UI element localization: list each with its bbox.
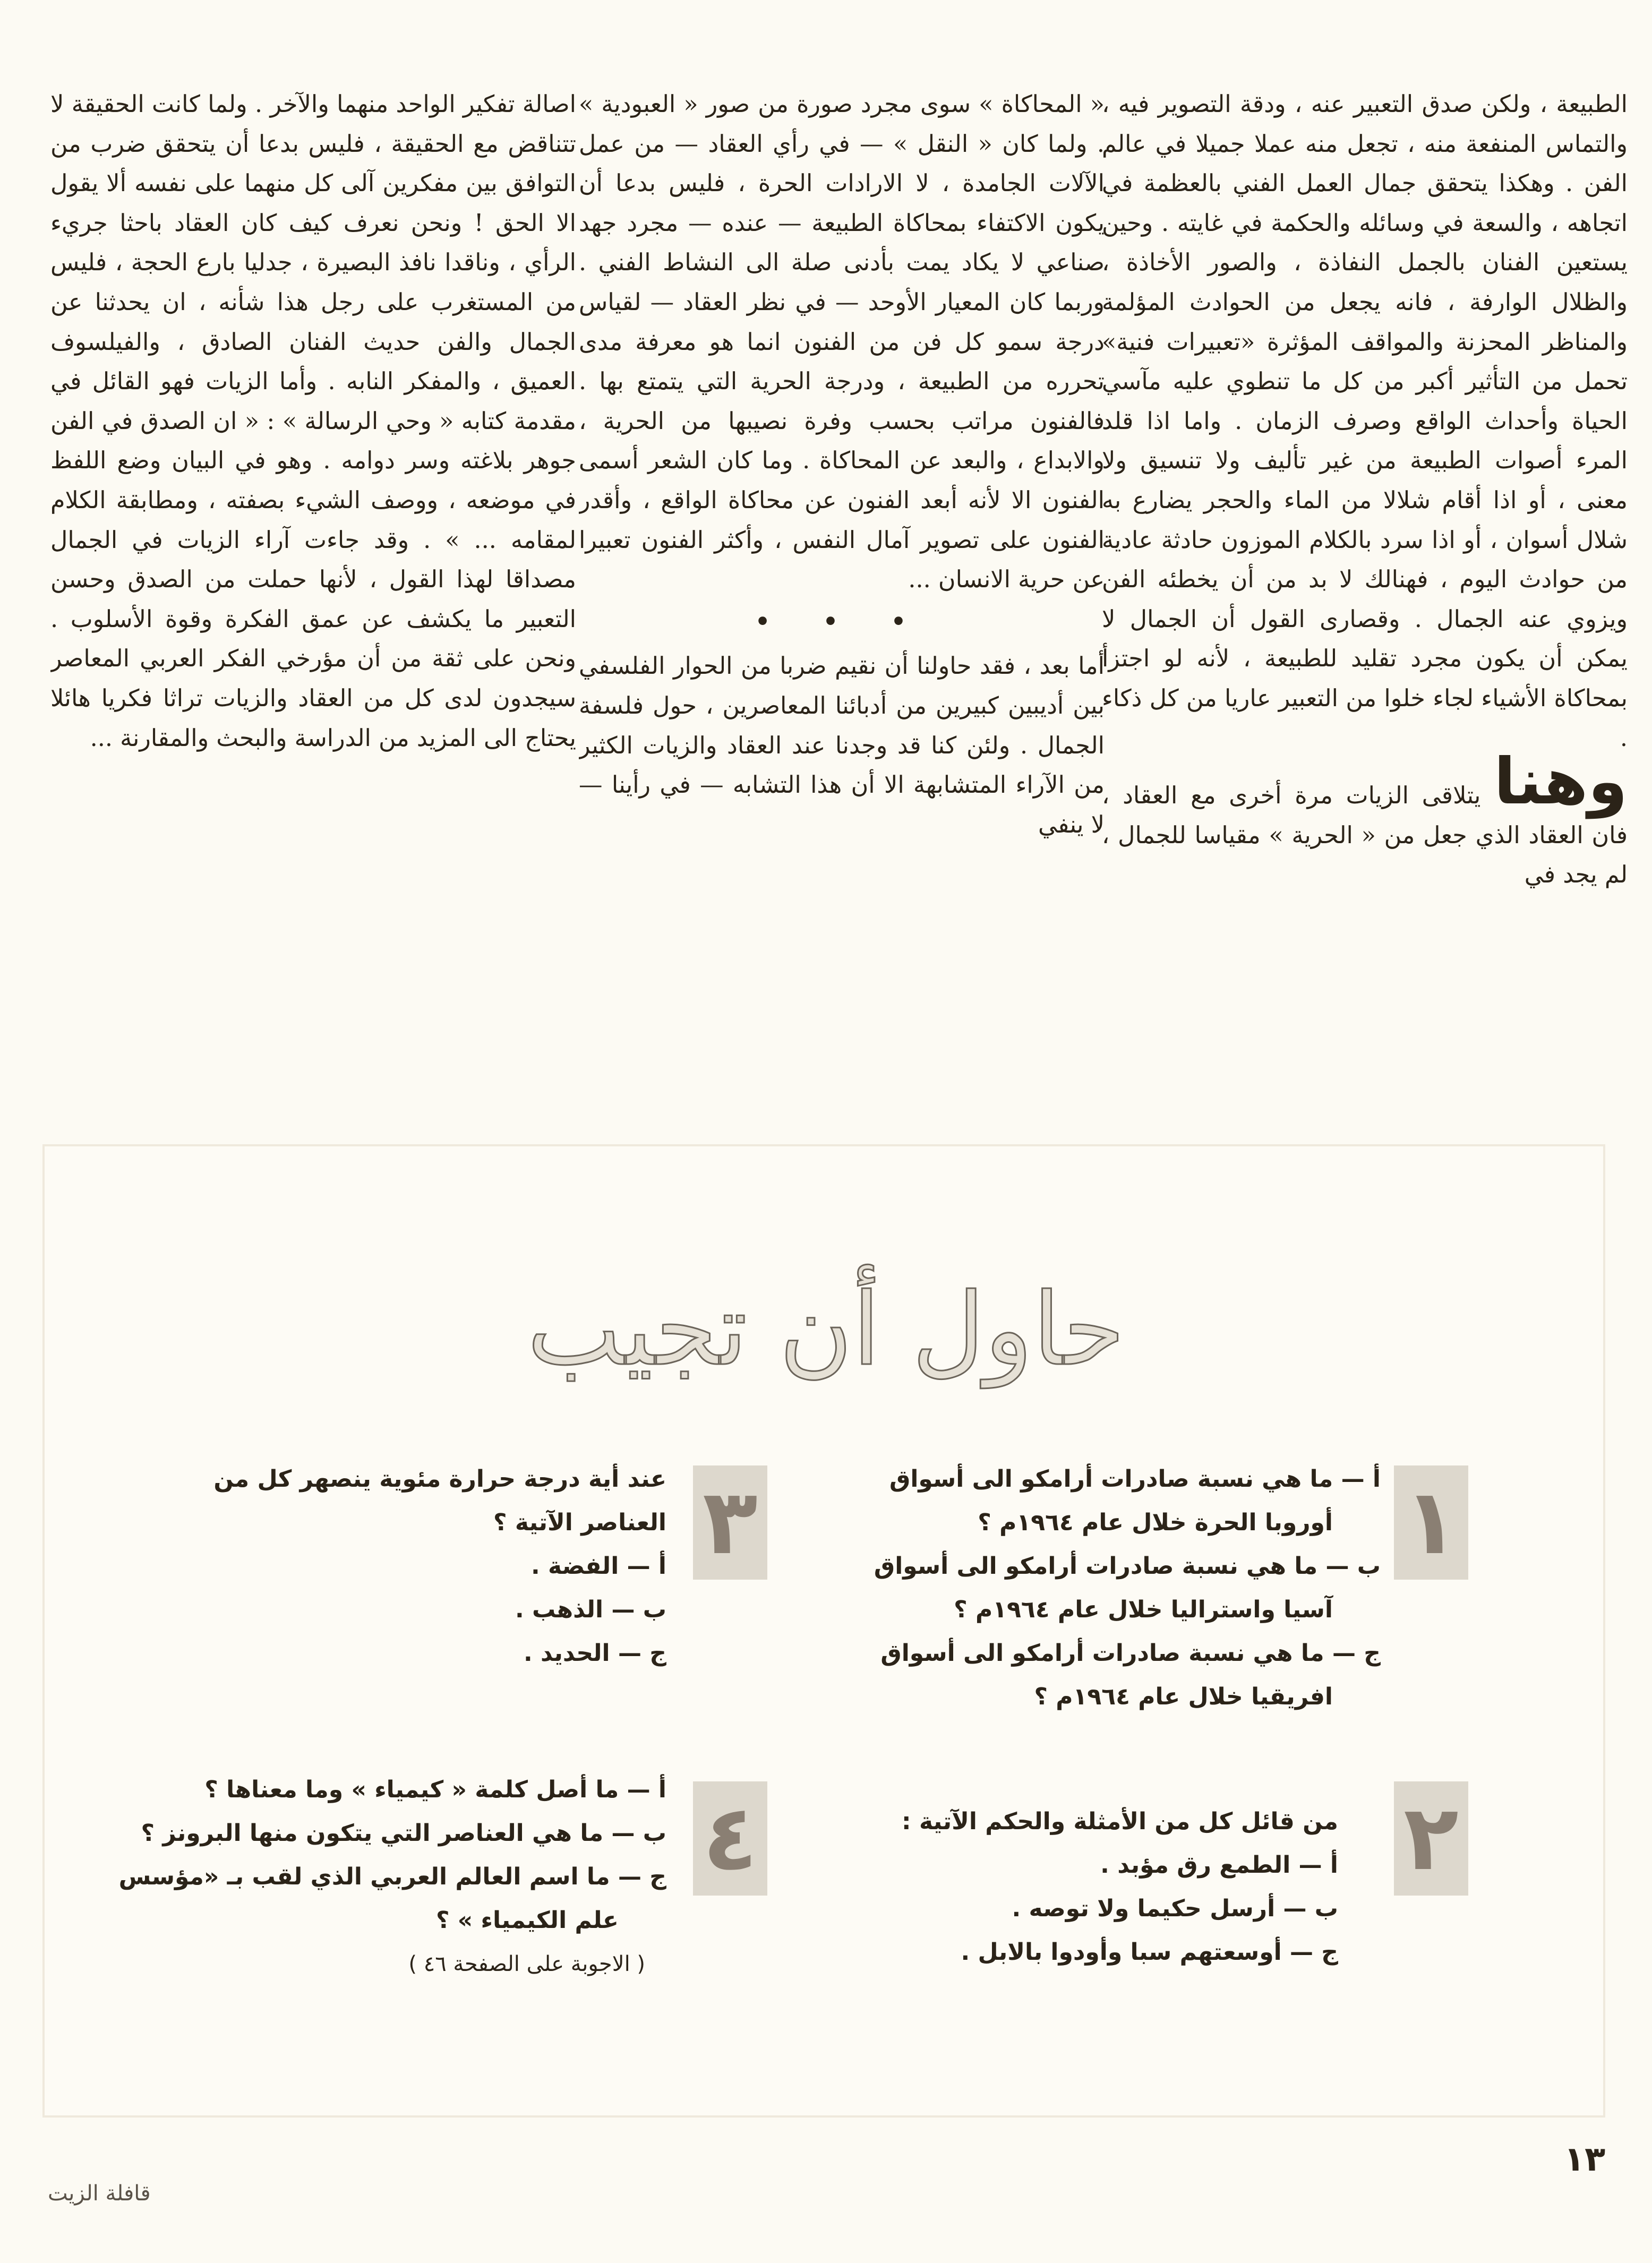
question-3-intro: عند أية درجة حرارة مئوية ينصهر كل من	[213, 1465, 666, 1493]
magazine-name: قافلة الزيت	[48, 2181, 151, 2206]
article-text: يتلاقى الزيات مرة أخرى مع العقاد ، فان العقاد الذي جعل من « الحرية » مقياسا للجمال ، لم يجد في	[1102, 782, 1628, 889]
article-column-2	[579, 85, 1105, 1057]
question-2	[828, 1800, 1338, 1974]
article-column-1	[1102, 85, 1628, 1057]
article-paragraph: أما بعد ، فقد حاولنا أن نقيم ضربا من الحوار الفلسفي بين أديبين كبيرين من أدبائنا المعاصرين ، حول فلسفة الجمال . ولئن كنا قد وجدنا عند العقاد والزيات الكثير من الآراء المتشابهة الا أن هذا التشابه — في رأينا — لا ينفي	[579, 653, 1105, 838]
question-1-a-cont: أوروبا الحرة خلال عام ١٩٦٤م ؟	[978, 1509, 1333, 1536]
answers-reference: ( الاجوبة على الصفحة ٤٦ )	[408, 1952, 645, 1976]
article-column-3	[50, 85, 576, 1057]
question-2-c: ج — أوسعتهم سبا وأودوا بالابل .	[961, 1939, 1338, 1966]
question-number-4: ٤	[693, 1781, 767, 1896]
question-1-c: ج — ما هي نسبة صادرات أرامكو الى أسواق	[880, 1640, 1381, 1667]
article-paragraph	[1102, 745, 1628, 895]
quiz-title: حاول أن تجيب	[527, 1272, 1125, 1388]
question-1-c-cont: افريقيا خلال عام ١٩٦٤م ؟	[1034, 1683, 1333, 1710]
question-3-intro-cont: العناصر الآتية ؟	[493, 1509, 666, 1536]
question-number-1: ١	[1394, 1465, 1468, 1580]
page-number: ١٣	[1564, 2140, 1606, 2179]
question-4-c-cont: علم الكيمياء » ؟	[435, 1907, 619, 1934]
question-number-2: ٢	[1394, 1781, 1468, 1896]
question-4	[118, 1768, 666, 1986]
article-paragraph: الطبيعة ، ولكن صدق التعبير عنه ، ودقة التصوير فيه ، والتماس المنفعة منه ، تجعل منه عملا جميلا في عالم الفن . وهكذا يتحقق جمال العمل الفني بالعظمة في اتجاهه ، والسعة في وسائله والحكمة في غايته . وحين يستعين الفنان بالجمل النفاذة ، والصور الأخاذة ، والظلال الوارفة ، فانه يجعل من الحوادث المؤلمة والمناظر المحزنة والمواقف المؤثرة «تعبيرات فنية» تحمل من التأثير أكبر من كل ما تنطوي عليه مآسي الحياة وأحداث الواقع وصرف الزمان . واما اذا قلد المرء أصوات الطبيعة من غير تأليف ولا تنسيق ولا معنى ، أو اذا أقام شلالا من الماء والحجر يضارع به شلال أسوان ، أو اذا سرد بالكلام الموزون حادثة عادية من حوادث اليوم ، فهنالك لا بد من أن يخطئه الفن ويزوي عنه الجمال . وقصارى القول أن الجمال لا يمكن أن يكون مجرد تقليد للطبيعة ، لأنه لو اجتزأ بمحاكاة الأشياء لجاء خلوا من التعبير عاريا من كل ذكاء .	[1102, 91, 1628, 752]
question-1-a: أ — ما هي نسبة صادرات أرامكو الى أسواق	[889, 1465, 1381, 1493]
section-separator: • • •	[755, 607, 929, 636]
article-paragraph: « المحاكاة » سوى مجرد صورة من صور « العبودية » . ولما كان « النقل » — في رأي العقاد — من عمل الآلات الجامدة ، لا الارادات الحرة ، فليس بدعا أن يكون الاكتفاء بمحاكاة الطبيعة — عنده — مجرد جهد صناعي لا يكاد يمت بأدنى صلة الى النشاط الفني . وربما كان المعيار الأوحد — في نظر العقاد — لقياس درجة سمو كل فن من الفنون انما هو معرفة مدى تحرره من الطبيعة ، ودرجة الحرية التي يتمتع بها . فالفنون مراتب بحسب وفرة نصيبها من الحرية ، والابداع ، والبعد عن المحاكاة . وما كان الشعر أسمى الفنون الا لأنه أبعد الفنون عن محاكاة الواقع ، وأقدر الفنون على تصوير آمال النفس ، وأكثر الفنون تعبيرا عن حرية الانسان ...	[579, 91, 1105, 594]
question-4-c: ج — ما اسم العالم العربي الذي لقب بـ «مؤسس	[118, 1863, 666, 1890]
question-3-b: ب — الذهب .	[515, 1596, 666, 1623]
question-1-b-cont: آسيا واستراليا خلال عام ١٩٦٤م ؟	[954, 1596, 1333, 1623]
question-number-3: ٣	[693, 1465, 767, 1580]
decorative-lead-word: وهنا	[1494, 745, 1628, 819]
question-2-b: ب — أرسل حكيما ولا توصه .	[1012, 1895, 1338, 1922]
question-4-a: أ — ما أصل كلمة « كيمياء » وما معناها ؟	[204, 1776, 666, 1803]
article-paragraph: اصالة تفكير الواحد منهما والآخر . ولما كانت الحقيقة لا تتناقض مع الحقيقة ، فليس بدعا أن يتحقق ضرب من التوافق بين مفكرين آلى كل منهما على نفسه ألا يقول الا الحق ! ونحن نعرف كيف كان العقاد باحثا جريء الرأي ، وناقدا نافذ البصيرة ، جدليا بارع الحجة ، فليس من المستغرب على رجل هذا شأنه ، ان يحدثنا عن الجمال والفن حديث الفنان الصادق ، والفيلسوف العميق ، والمفكر النابه . وأما الزيات فهو القائل في مقدمة كتابه « وحي الرسالة » : « ان الصدق في الفن جوهر بلاغته وسر دوامه . وهو في البيان وضع اللفظ في موضعه ، ووصف الشيء بصفته ، ومطابقة الكلام لمقامه ... » . وقد جاءت آراء الزيات في الجمال مصداقا لهذا القول ، لأنها حملت من الصدق وحسن التعبير ما يكشف عن عمق الفكرة وقوة الأسلوب . ونحن على ثقة من أن مؤرخي الفكر العربي المعاصر سيجدون لدى كل من العقاد والزيات تراثا فكريا هائلا يحتاج الى المزيد من الدراسة والبحث والمقارنة ...	[50, 91, 576, 752]
question-1	[871, 1458, 1381, 1719]
question-3-a: أ — الفضة .	[530, 1553, 666, 1580]
question-4-b: ب — ما هي العناصر التي يتكون منها البرونز ؟	[141, 1820, 666, 1847]
question-2-intro: من قائل كل من الأمثلة والحكم الآتية :	[902, 1808, 1338, 1835]
question-2-a: أ — الطمع رق مؤبد .	[1100, 1851, 1338, 1879]
question-3	[157, 1458, 666, 1675]
question-1-b: ب — ما هي نسبة صادرات أرامكو الى أسواق	[874, 1553, 1381, 1580]
question-3-c: ج — الحديد .	[523, 1640, 666, 1667]
